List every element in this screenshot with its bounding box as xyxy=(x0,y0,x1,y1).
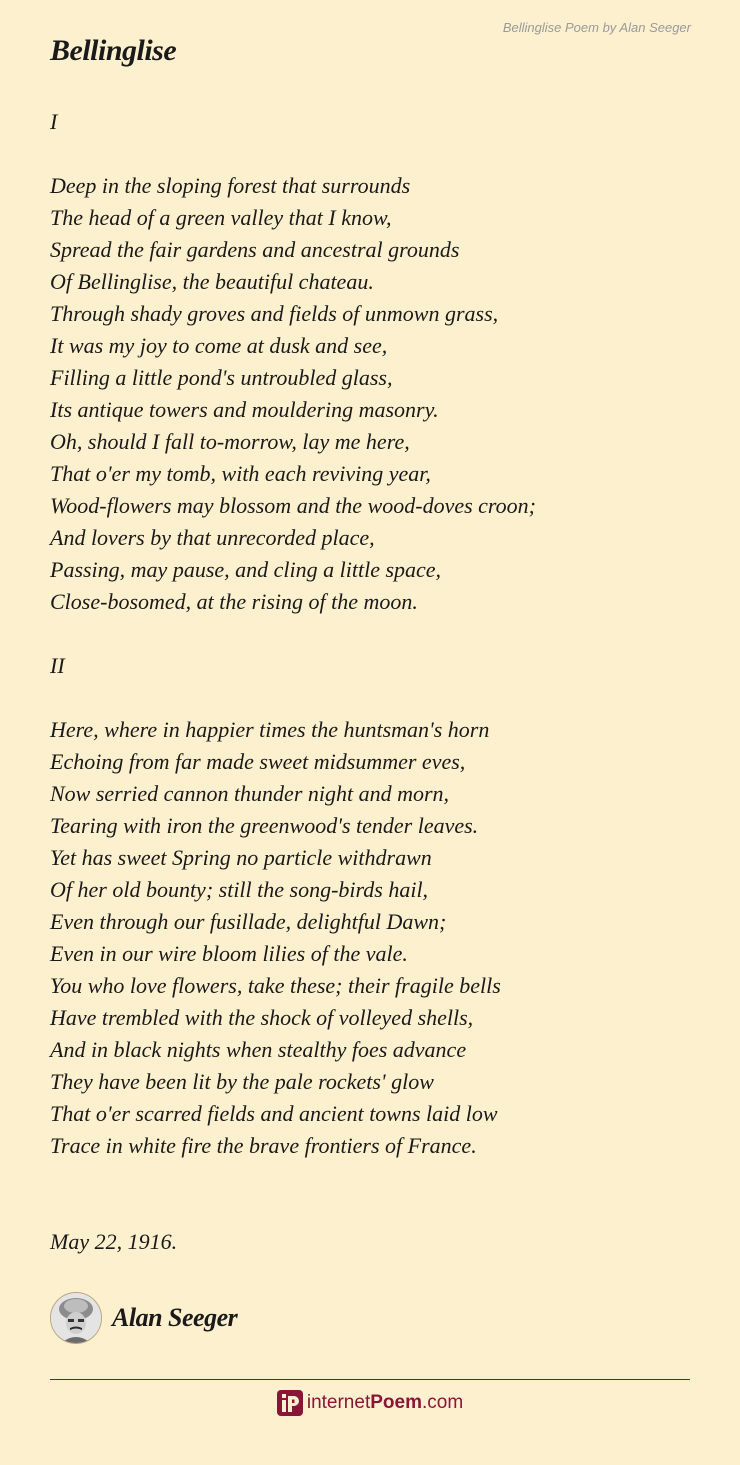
poem-line: Yet has sweet Spring no particle withdrawn xyxy=(50,845,432,870)
stanza-2 xyxy=(50,714,690,1162)
stanza-gap xyxy=(50,138,690,170)
brand-suffix: .com xyxy=(421,1392,464,1413)
poem-line: Now serried cannon thunder night and morn, xyxy=(50,781,450,806)
section-numeral-1: I xyxy=(50,109,58,134)
poem-line: Have trembled with the shock of volleyed shells, xyxy=(50,1005,474,1030)
section-numeral-2: II xyxy=(50,653,65,678)
poem-line: It was my joy to come at dusk and see, xyxy=(50,333,388,358)
author-name[interactable]: Alan Seeger xyxy=(112,1303,238,1332)
internetpoem-logo-icon xyxy=(277,1390,303,1416)
poem-line: Oh, should I fall to-morrow, lay me here, xyxy=(50,429,410,454)
poem-line: They have been lit by the pale rockets' glow xyxy=(50,1069,434,1094)
avatar[interactable] xyxy=(50,1292,102,1344)
poem-line: Its antique towers and mouldering masonry. xyxy=(50,397,439,422)
stanza-gap xyxy=(50,682,690,714)
poem-line: Passing, may pause, and cling a little space, xyxy=(50,557,442,582)
poem-line: Through shady groves and fields of unmown grass, xyxy=(50,301,499,326)
brand-main: Poem xyxy=(370,1392,422,1413)
stanza-gap xyxy=(50,618,690,650)
poem-line: Even in our wire bloom lilies of the vale. xyxy=(50,941,408,966)
poem-line: That o'er scarred fields and ancient towns laid low xyxy=(50,1101,498,1126)
poem-line: Close-bosomed, at the rising of the moon. xyxy=(50,589,418,614)
poem-line: Spread the fair gardens and ancestral grounds xyxy=(50,237,460,262)
poem-title: Bellinglise xyxy=(50,34,177,67)
poem-line: And lovers by that unrecorded place, xyxy=(50,525,375,550)
footer-brand[interactable] xyxy=(0,1390,740,1416)
brand-prefix: internet xyxy=(306,1392,371,1413)
poem-line: The head of a green valley that I know, xyxy=(50,205,392,230)
poem-body xyxy=(50,106,690,1258)
stanza-gap xyxy=(50,1162,690,1226)
poem-line: Even through our fusillade, delightful Dawn; xyxy=(50,909,447,934)
poem-date: May 22, 1916. xyxy=(50,1229,178,1254)
author-block[interactable] xyxy=(50,1292,237,1344)
page-tagline: Bellinglise Poem by Alan Seeger xyxy=(502,20,691,35)
poem-line: Echoing from far made sweet midsummer eves, xyxy=(50,749,466,774)
poem-line: Of her old bounty; still the song-birds hail, xyxy=(50,877,429,902)
stanza-1 xyxy=(50,170,690,618)
poem-line: Of Bellinglise, the beautiful chateau. xyxy=(50,269,374,294)
poem-line: And in black nights when stealthy foes advance xyxy=(50,1037,467,1062)
poem-line: Trace in white fire the brave frontiers of France. xyxy=(50,1133,477,1158)
poem-line: You who love flowers, take these; their fragile bells xyxy=(50,973,501,998)
footer-divider xyxy=(50,1379,690,1380)
poem-line: Tearing with iron the greenwood's tender leaves. xyxy=(50,813,479,838)
poem-line: Deep in the sloping forest that surrounds xyxy=(50,173,411,198)
poem-line: Here, where in happier times the huntsman's horn xyxy=(50,717,490,742)
poem-line: Filling a little pond's untroubled glass, xyxy=(50,365,393,390)
poem-line: Wood-flowers may blossom and the wood-doves croon; xyxy=(50,493,536,518)
poem-line: That o'er my tomb, with each reviving year, xyxy=(50,461,431,486)
